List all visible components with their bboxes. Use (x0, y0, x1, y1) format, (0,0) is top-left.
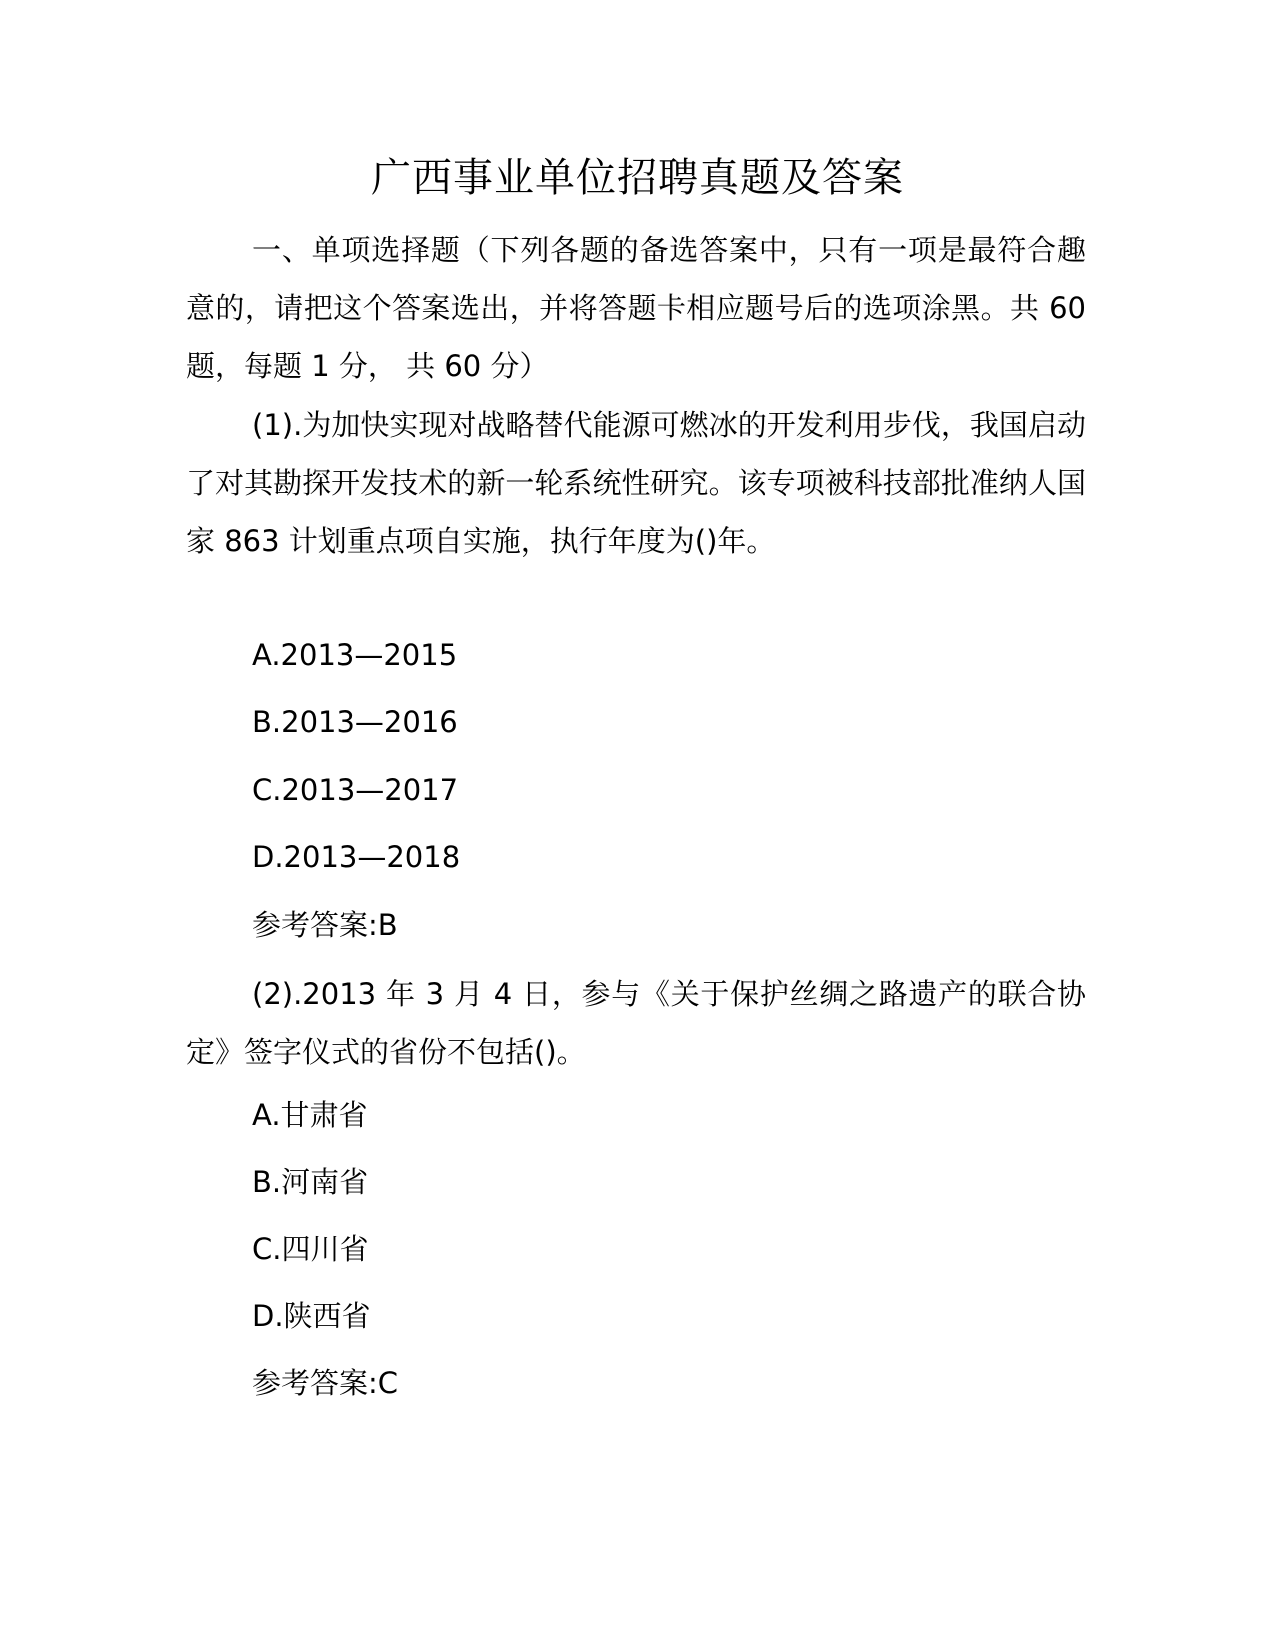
question-2-option-d: D.陕西省 (252, 1299, 371, 1333)
question-1-option-d: D.2013—2018 (252, 840, 461, 874)
question-2-stem: (2).2013 年 3 月 4 日，参与《关于保护丝绸之路遗产的联合协定》签字仪式的省份不包括()。 (186, 977, 1086, 1069)
question-1-option-b: B.2013—2016 (252, 705, 458, 739)
question-1-option-c: C.2013—2017 (252, 773, 459, 807)
question-2-option-b: B.河南省 (252, 1165, 369, 1199)
question-2-option-a: A.甘肃省 (252, 1098, 368, 1132)
document-title: 广西事业单位招聘真题及答案 (371, 155, 904, 201)
question-1-answer: 参考答案:B (252, 908, 398, 942)
question-1-option-a: A.2013—2015 (252, 638, 458, 672)
question-2-option-c: C.四川省 (252, 1232, 369, 1266)
question-2-answer: 参考答案:C (252, 1366, 399, 1400)
section-intro: 一、单项选择题（下列各题的备选答案中，只有一项是最符合趣意的，请把这个答案选出，并将答题卡相应题号后的选项涂黑。共 60 题，每题 1 分， 共 60 分） (186, 233, 1086, 383)
question-1-stem: (1).为加快实现对战略替代能源可燃冰的开发利用步伐，我国启动了对其勘探开发技术的新一轮系统性研究。该专项被科技部批准纳人国家 863 计划重点项自实施，执行年度为()年。 (186, 408, 1086, 558)
